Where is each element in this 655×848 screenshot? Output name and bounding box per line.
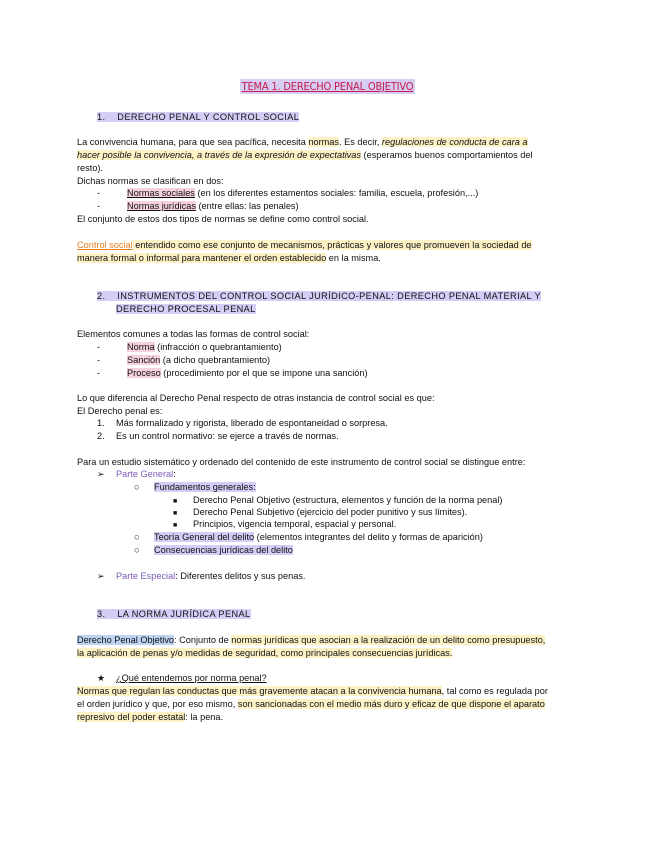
dash-bullet: - — [97, 355, 101, 365]
highlight-regulaciones: regulaciones de conducta de cara a — [381, 137, 528, 147]
highlight-proceso: Proceso — [127, 368, 161, 378]
teoria-general: Teoría General del delito — [154, 532, 255, 542]
item-number: 2. — [97, 431, 105, 441]
circle-bullet-icon: ○ — [134, 532, 140, 542]
section-3-title: LA NORMA JURÍDICA PENAL — [117, 609, 251, 619]
list-item — [134, 481, 256, 494]
text: (esperamos buenos comportamientos del — [360, 150, 533, 160]
list-item — [97, 200, 299, 213]
highlight-answer: represivo del poder estatal — [77, 712, 186, 722]
paragraph: Para un estudio sistemático y ordenado del contenido de este instrumento de control social se distingue entre: — [77, 457, 526, 467]
text: (entre ellas: las penales) — [195, 201, 299, 211]
section-2-heading-text — [97, 291, 541, 301]
highlight-definition: conjunto de mecanismos, prácticas y valores que promueven la sociedad de — [220, 240, 532, 250]
question-item — [97, 672, 267, 685]
section-2-title-line-2: DERECHO PROCESAL PENAL — [116, 304, 256, 314]
dash-bullet: - — [97, 342, 101, 352]
circle-bullet-icon: ○ — [134, 482, 140, 492]
text: : la pena. — [185, 712, 224, 722]
text: : — [173, 469, 176, 479]
paragraph — [77, 252, 381, 265]
text: , tal como es regulada por — [441, 686, 548, 696]
paragraph — [77, 136, 528, 149]
highlight-definition: la aplicación de penas y/o medidas de seguridad, como principales consecuencias jurídicas. — [77, 648, 453, 658]
list-item — [97, 187, 478, 200]
paragraph — [77, 685, 548, 698]
text: Más formalizado y rigorista, liberado de espontaneidad o sorpresa. — [116, 418, 388, 428]
section-1-heading-text — [97, 112, 299, 122]
square-bullet-icon: ■ — [173, 522, 178, 529]
paragraph — [77, 149, 533, 162]
section-2-title-line-1: INSTRUMENTOS DEL CONTROL SOCIAL JURÍDICO-PENAL: DERECHO PENAL MATERIAL Y — [117, 291, 542, 301]
derecho-penal-objetivo-term: Derecho Penal Objetivo — [77, 635, 175, 645]
arrow-bullet-icon: ➢ — [97, 571, 105, 581]
paragraph — [77, 634, 545, 647]
text: Es un control normativo: se ejerce a través de normas. — [116, 431, 339, 441]
section-2-heading — [97, 290, 541, 303]
paragraph: Dichas normas se clasifican en dos: — [77, 176, 224, 186]
section-3-number: 3. — [97, 609, 106, 619]
consecuencias-juridicas: Consecuencias jurídicas del delito — [154, 545, 293, 555]
section-3-heading-text — [97, 609, 251, 619]
list-item — [97, 367, 368, 380]
highlight-sancion: Sanción — [127, 355, 161, 365]
star-bullet-icon: ★ — [97, 673, 106, 683]
section-2-heading-line-2 — [116, 303, 256, 316]
paragraph: Lo que diferencia al Derecho Penal respecto de otras instancia de control social es que: — [77, 393, 435, 403]
arrow-bullet-icon: ➢ — [97, 469, 105, 479]
text: el orden jurídico y que, por eso mismo, — [77, 699, 238, 709]
text: . Es decir, — [339, 137, 382, 147]
text: : Diferentes delitos y sus penas. — [175, 571, 306, 581]
square-bullet-icon: ■ — [173, 498, 178, 505]
text: en la misma. — [326, 253, 381, 263]
section-1-title: DERECHO PENAL Y CONTROL SOCIAL — [117, 112, 300, 122]
dash-bullet: - — [97, 201, 101, 211]
question-text: ¿Qué entendemos por norma penal? — [116, 673, 267, 683]
list-item — [97, 354, 270, 367]
circle-bullet-icon: ○ — [134, 545, 140, 555]
text: Principios, vigencia temporal, espacial y personal. — [193, 519, 397, 529]
highlight-definition: manera formal o informal para mantener el orden establecido — [77, 253, 327, 263]
paragraph: Elementos comunes a todas las formas de control social: — [77, 329, 310, 339]
document-title — [0, 80, 655, 93]
text: Derecho Penal Subjetivo (ejercicio del poder punitivo y sus límites). — [193, 507, 468, 517]
paragraph: El conjunto de estos dos tipos de normas se define como control social. — [77, 214, 369, 224]
highlight-definition: normas jurídicas que asocian a la realización de un delito como presupuesto, — [231, 635, 546, 645]
fundamentos-generales: Fundamentos generales — [154, 482, 254, 492]
list-item — [134, 531, 483, 544]
paragraph — [77, 698, 545, 711]
control-social-term: Control social — [77, 240, 133, 250]
paragraph — [77, 647, 452, 660]
highlight-normas: normas — [308, 137, 340, 147]
highlight-normas-juridicas: Normas jurídicas — [127, 201, 196, 211]
section-1-number: 1. — [97, 112, 106, 122]
highlight-convivencia: hacer posible la convivencia, a través de la expresión de expectativas — [77, 150, 361, 160]
numbered-item — [97, 417, 388, 430]
text: La convivencia humana, para que sea pacífica, necesita — [77, 137, 309, 147]
text: entendido como ese — [132, 240, 221, 250]
paragraph: resto). — [77, 163, 104, 173]
parte-general-label: Parte General — [116, 469, 174, 479]
dash-bullet: - — [97, 368, 101, 378]
list-item-parte-especial — [97, 570, 305, 583]
paragraph — [77, 239, 532, 252]
text: : — [253, 482, 256, 492]
list-item-parte-general — [97, 468, 176, 481]
square-bullet-icon: ■ — [173, 510, 178, 517]
item-number: 1. — [97, 418, 105, 428]
parte-especial-label: Parte Especial — [116, 571, 176, 581]
text: Derecho Penal Objetivo (estructura, elementos y función de la norma penal) — [193, 495, 503, 505]
list-item — [173, 518, 396, 532]
section-2-number: 2. — [97, 291, 106, 301]
document-title-text: TEMA 1. DERECHO PENAL OBJETIVO — [241, 80, 414, 93]
numbered-item — [97, 430, 339, 443]
list-item — [134, 544, 293, 557]
text: (en los diferentes estamentos sociales: familia, escuela, profesión,...) — [194, 188, 479, 198]
highlight-answer: Normas que regulan las conductas que más gravemente atacan a la convivencia humana — [77, 686, 442, 696]
highlight-normas-sociales: Normas sociales — [127, 188, 195, 198]
text: (infracción o quebrantamiento) — [154, 342, 282, 352]
section-3-heading — [97, 608, 251, 621]
dash-bullet: - — [97, 188, 101, 198]
text: (procedimiento por el que se impone una sanción) — [160, 368, 368, 378]
highlight-norma: Norma — [127, 342, 155, 352]
text: (elementos integrantes del delito y formas de aparición) — [254, 532, 483, 542]
section-1-heading — [97, 111, 299, 124]
list-item — [97, 341, 282, 354]
highlight-answer: son sancionadas con el medio más duro y eficaz de que dispone el aparato — [237, 699, 545, 709]
paragraph — [77, 711, 223, 724]
text: : Conjunto de — [174, 635, 232, 645]
paragraph: El Derecho penal es: — [77, 406, 163, 416]
text: (a dicho quebrantamiento) — [160, 355, 271, 365]
